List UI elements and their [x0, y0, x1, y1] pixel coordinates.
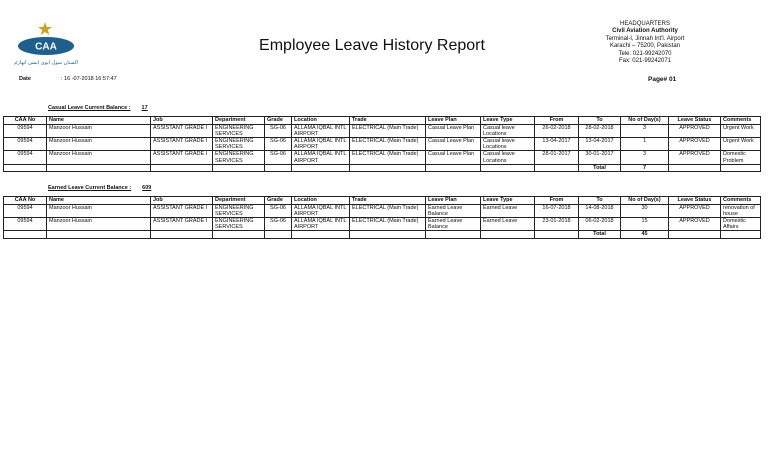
table-cell: 30 — [621, 204, 669, 217]
column-header: CAA No — [4, 117, 47, 125]
table-cell: Earned Leave — [481, 217, 535, 230]
table-cell: 1 — [621, 137, 669, 150]
table-cell: 06-02-2018 — [579, 217, 621, 230]
hq-line: Fax: 021-99242071 — [618, 58, 672, 65]
empty-cell — [151, 231, 213, 238]
empty-cell — [669, 231, 721, 238]
table-cell: ENGINEERING SERVICES — [213, 137, 265, 150]
table-row — [4, 151, 761, 164]
logo-text: CAA — [35, 41, 57, 53]
page-number: Page# 01 — [648, 76, 677, 83]
column-header: CAA No — [4, 197, 47, 205]
table-cell: APPROVED — [669, 151, 721, 164]
table-cell: Earned Leave Balance — [426, 204, 481, 217]
empty-cell — [535, 164, 579, 171]
table-cell: SG-06 — [265, 124, 292, 137]
table-cell: Manzoor Hussain — [47, 124, 151, 137]
date-value: : 16 -07-2018 16:57:47 — [61, 76, 117, 82]
logo-urdu-text: پاکستان سول ایوی ایشن اتھارٹی — [14, 60, 78, 66]
table-cell: 09594 — [4, 137, 47, 150]
table-cell: SG-06 — [265, 137, 292, 150]
column-header: To — [579, 197, 621, 205]
earned-balance — [48, 185, 151, 191]
table-cell: Casual Leave Plan — [426, 151, 481, 164]
table-cell: 3 — [621, 124, 669, 137]
column-header: Leave Type — [481, 197, 535, 205]
table-cell: Casual leave Locations — [481, 124, 535, 137]
table-cell: 09594 — [4, 217, 47, 230]
table-cell: SG-06 — [265, 217, 292, 230]
table-cell: Casual Leave Plan — [426, 124, 481, 137]
column-header: Department — [213, 117, 265, 125]
table-cell: Urgent Work — [721, 137, 761, 150]
table-cell: 28-02-2018 — [579, 124, 621, 137]
table-cell: Manzoor Hussain — [47, 151, 151, 164]
hq-line: Civil Aviation Authority — [612, 28, 678, 35]
table-cell: ELECTRICAL (Main Trade) — [350, 151, 426, 164]
table-cell: 16-07-2018 — [535, 204, 579, 217]
table-cell: APPROVED — [669, 204, 721, 217]
table-cell: Domestic Problem — [721, 151, 761, 164]
column-header: Name — [47, 197, 151, 205]
table-row — [4, 204, 761, 217]
empty-cell — [721, 164, 761, 171]
casual-balance-label: Casual Leave Current Balance : — [48, 105, 131, 111]
table-cell: Urgent Work — [721, 124, 761, 137]
table-cell: 3 — [621, 151, 669, 164]
column-header: To — [579, 117, 621, 125]
column-header: Job — [151, 197, 213, 205]
table-row — [4, 137, 761, 150]
column-header: Leave Plan — [426, 197, 481, 205]
empty-cell — [481, 231, 535, 238]
table-cell: APPROVED — [669, 137, 721, 150]
table-cell: Casual leave Locations — [481, 137, 535, 150]
earned-balance-label: Earned Leave Current Balance : — [48, 185, 132, 191]
table-cell: APPROVED — [669, 124, 721, 137]
column-header: Leave Status — [669, 117, 721, 125]
empty-cell — [481, 164, 535, 171]
report-date — [19, 76, 117, 82]
table-cell: 13-04-2017 — [579, 137, 621, 150]
star-icon — [38, 22, 52, 35]
column-header: Grade — [265, 197, 292, 205]
empty-cell — [426, 231, 481, 238]
empty-cell — [47, 231, 151, 238]
column-header: Trade — [350, 117, 426, 125]
table-cell: Casual Leave Plan — [426, 137, 481, 150]
total-label: Total — [579, 231, 621, 238]
column-header: Department — [213, 197, 265, 205]
table-cell: ALLAMA IQBAL INTL AIRPORT — [292, 217, 350, 230]
hq-line: Terminal-I, Jinnah Int'l. Airport — [605, 35, 685, 42]
table-cell: Casual leave Locations — [481, 151, 535, 164]
table-cell: ASSISTANT GRADE I — [151, 124, 213, 137]
table-cell: ELECTRICAL (Main Trade) — [350, 217, 426, 230]
column-header: Job — [151, 117, 213, 125]
total-row — [4, 231, 761, 238]
table-cell: ENGINEERING SERVICES — [213, 204, 265, 217]
table-cell: 09594 — [4, 204, 47, 217]
empty-cell — [265, 231, 292, 238]
empty-cell — [47, 164, 151, 171]
table-header-row — [4, 197, 761, 205]
table-header-row — [4, 117, 761, 125]
table-cell: ENGINEERING SERVICES — [213, 151, 265, 164]
total-value: 45 — [621, 231, 669, 238]
total-row — [4, 164, 761, 171]
column-header: Leave Plan — [426, 117, 481, 125]
table-cell: SG-06 — [265, 204, 292, 217]
casual-balance-value: 17 — [141, 105, 148, 111]
column-header: No of Day(s) — [621, 197, 669, 205]
table-cell: 14-08-2018 — [579, 204, 621, 217]
table-cell: Manzoor Hussain — [47, 137, 151, 150]
date-label: Date — [19, 76, 31, 82]
table-cell: Manzoor Hussain — [47, 217, 151, 230]
empty-cell — [213, 164, 265, 171]
table-cell: renovation of house — [721, 204, 761, 217]
empty-cell — [292, 231, 350, 238]
table-cell: ALLAMA IQBAL INTL AIRPORT — [292, 137, 350, 150]
table-cell: 23-01-2018 — [535, 217, 579, 230]
empty-cell — [669, 164, 721, 171]
table-cell: ELECTRICAL (Main Trade) — [350, 137, 426, 150]
empty-cell — [535, 231, 579, 238]
table-cell: SG-06 — [265, 151, 292, 164]
column-header: From — [535, 117, 579, 125]
empty-cell — [350, 231, 426, 238]
hq-line: HEADQUARTERS — [620, 21, 670, 27]
empty-cell — [426, 164, 481, 171]
table-cell: APPROVED — [669, 217, 721, 230]
table-cell: 09594 — [4, 124, 47, 137]
empty-cell — [4, 164, 47, 171]
column-header: Leave Status — [669, 197, 721, 205]
table-cell: ENGINEERING SERVICES — [213, 217, 265, 230]
table-cell: 30-01-2017 — [579, 151, 621, 164]
hq-address-block — [570, 21, 720, 65]
table-cell: ASSISTANT GRADE I — [151, 151, 213, 164]
earned-leave-table — [3, 196, 761, 239]
hq-line: Tele: 021-99242070 — [618, 50, 672, 57]
table-cell: ASSISTANT GRADE I — [151, 137, 213, 150]
column-header: From — [535, 197, 579, 205]
table-cell: ALLAMA IQBAL INTL AIRPORT — [292, 124, 350, 137]
column-header: Name — [47, 117, 151, 125]
column-header: Location — [292, 197, 350, 205]
empty-cell — [265, 164, 292, 171]
table-cell: 26-02-2018 — [535, 124, 579, 137]
table-cell: Earned Leave Balance — [426, 217, 481, 230]
table-cell: ASSISTANT GRADE I — [151, 204, 213, 217]
table-cell: ENGINEERING SERVICES — [213, 124, 265, 137]
column-header: Leave Type — [481, 117, 535, 125]
table-cell: Manzoor Hussain — [47, 204, 151, 217]
table-row — [4, 217, 761, 230]
hq-line: Karachi – 75200, Pakistan — [609, 43, 681, 50]
table-cell: 15 — [621, 217, 669, 230]
column-header: Location — [292, 117, 350, 125]
report-title: Employee Leave History Report — [259, 37, 485, 54]
table-cell: ALLAMA IQBAL INTL AIRPORT — [292, 151, 350, 164]
column-header: Comments — [721, 117, 761, 125]
empty-cell — [350, 164, 426, 171]
table-cell: ELECTRICAL (Main Trade) — [350, 204, 426, 217]
total-value: 7 — [621, 164, 669, 171]
casual-leave-table — [3, 116, 761, 172]
empty-cell — [213, 231, 265, 238]
casual-balance — [48, 105, 148, 111]
total-label: Total — [579, 164, 621, 171]
table-cell: ALLAMA IQBAL INTL AIRPORT — [292, 204, 350, 217]
table-row — [4, 124, 761, 137]
table-cell: ASSISTANT GRADE I — [151, 217, 213, 230]
empty-cell — [4, 231, 47, 238]
empty-cell — [151, 164, 213, 171]
table-cell: 09594 — [4, 151, 47, 164]
column-header: Comments — [721, 197, 761, 205]
table-cell: 28-01-2017 — [535, 151, 579, 164]
column-header: Grade — [265, 117, 292, 125]
table-cell: Domestic Affairs — [721, 217, 761, 230]
table-cell: ELECTRICAL (Main Trade) — [350, 124, 426, 137]
empty-cell — [292, 164, 350, 171]
column-header: No of Day(s) — [621, 117, 669, 125]
earned-balance-value: 609 — [142, 185, 152, 191]
column-header: Trade — [350, 197, 426, 205]
table-cell: Earned Leave — [481, 204, 535, 217]
empty-cell — [721, 231, 761, 238]
table-cell: 13-04-2017 — [535, 137, 579, 150]
